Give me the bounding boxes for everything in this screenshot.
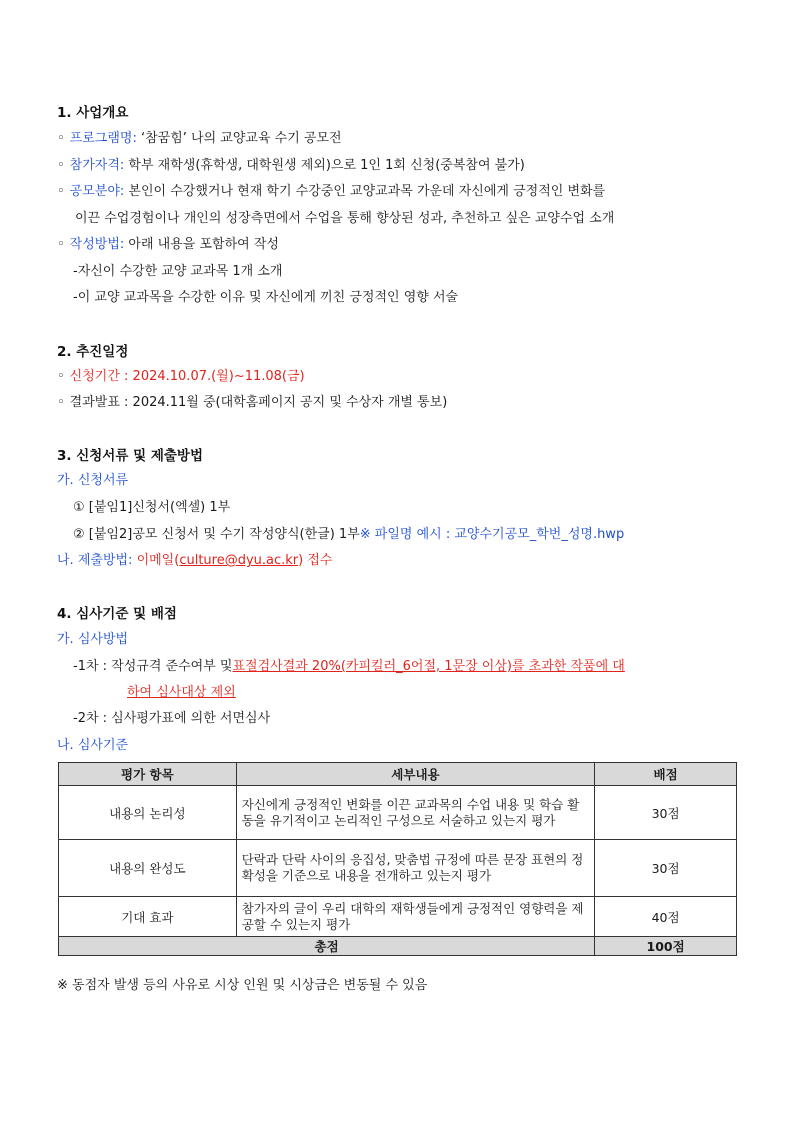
field-label: 공모분야: [69, 184, 125, 199]
row-score: 30점 [595, 786, 737, 840]
apply-period: 신청기간 : 2024.10.07.(월)~11.08(금) [69, 369, 305, 384]
header-item: 평가 항목 [59, 763, 237, 786]
table-total-row [59, 937, 737, 956]
eligibility-label: 참가자격: [69, 158, 125, 173]
total-score: 100점 [595, 937, 737, 956]
method-item-2: -이 교양 교과목을 수강한 이유 및 자신에게 끼친 긍정적인 영향 서술 [73, 290, 459, 305]
filename-example-note: ※ 파일명 예시 : 교양수기공모_학번_성명.hwp [359, 527, 625, 542]
row-item: 내용의 완성도 [59, 840, 237, 897]
table-row [59, 840, 737, 897]
scoring-table [58, 762, 737, 956]
table-row [59, 897, 737, 937]
header-score: 배점 [595, 763, 737, 786]
row-detail: 자신에게 긍정적인 변화를 이끈 교과목의 수업 내용 및 학습 활동을 유기적이고 논리적인 구성으로 서술하고 있는지 평가 [236, 786, 594, 840]
program-name-line: ◦ 프로그램명: ‘참꿈힘’ 나의 교양교육 수기 공모전 [57, 131, 342, 146]
header-detail: 세부내용 [236, 763, 594, 786]
document-item-1: ① [붙임1]신청서(엑셀) 1부 [73, 500, 231, 515]
section-title-schedule: 2. 추진일정 [57, 344, 129, 360]
program-name-label: 프로그램명: [69, 131, 137, 146]
row-detail: 참가자의 글이 우리 대학의 재학생들에게 긍정적인 영향력을 제공할 수 있는지 평가 [236, 897, 594, 937]
round1-line-2 [127, 681, 236, 700]
email-link[interactable]: culture@dyu.ac.kr [179, 553, 299, 568]
section-title-criteria: 4. 심사기준 및 배점 [57, 606, 177, 622]
row-score: 30점 [595, 840, 737, 897]
method-value: 아래 내용을 포함하여 작성 [124, 237, 279, 252]
table-header-row [59, 763, 737, 786]
method-item-1: -자신이 수강한 교양 교과목 1개 소개 [73, 264, 283, 279]
document-item-2-line [73, 523, 624, 542]
section-title-documents: 3. 신청서류 및 제출방법 [57, 448, 203, 464]
program-name-value: ‘참꿈힘’ 나의 교양교육 수기 공모전 [136, 131, 342, 146]
round1-text: -1차 : 작성규격 준수여부 및 [73, 659, 233, 674]
section-title-overview: 1. 사업개요 [57, 105, 129, 121]
eligibility-value: 학부 재학생(휴학생, 대학원생 제외)으로 1인 1회 신청(중복참여 불가) [124, 158, 525, 173]
review-method-subheading: 가. 심사방법 [57, 632, 129, 647]
row-detail: 단락과 단락 사이의 응집성, 맞춤법 규정에 따른 문장 표현의 정확성을 기준으로 내용을 전개하고 있는지 평가 [236, 840, 594, 897]
field-value-1: 본인이 수강했거나 현재 학기 수강중인 교양교과목 가운데 자신에게 긍정적인 변화를 [124, 184, 606, 199]
submit-method-line: 나. 제출방법: 이메일(culture@dyu.ac.kr) 접수 [57, 553, 333, 568]
row-item: 기대 효과 [59, 897, 237, 937]
field-line: ◦ 공모분야: 본인이 수강했거나 현재 학기 수강중인 교양교과목 가운데 자신에게 긍정적인 변화를 [57, 184, 606, 199]
eligibility-line: ◦ 참가자격: 학부 재학생(휴학생, 대학원생 제외)으로 1인 1회 신청(중복참여 불가) [57, 158, 525, 173]
result-line: ◦ 결과발표 : 2024.11월 중(대학홈페이지 공지 및 수상자 개별 통보) [57, 395, 448, 410]
footnote: ※ 동점자 발생 등의 사유로 시상 인원 및 시상금은 변동될 수 있음 [57, 978, 428, 993]
round2-line: -2차 : 심사평가표에 의한 서면심사 [73, 711, 271, 726]
method-label: 작성방법: [69, 237, 125, 252]
plagiarism-rule-2: 하여 심사대상 제외 [127, 685, 236, 700]
criteria-subheading: 나. 심사기준 [57, 738, 129, 753]
apply-period-line: ◦ 신청기간 : 2024.10.07.(월)~11.08(금) [57, 369, 305, 384]
row-score: 40점 [595, 897, 737, 937]
document-item-2: ② [붙임2]공모 신청서 및 수기 작성양식(한글) 1부 [73, 527, 360, 542]
documents-subheading: 가. 신청서류 [57, 473, 129, 488]
table-row [59, 786, 737, 840]
method-line: ◦ 작성방법: 아래 내용을 포함하여 작성 [57, 237, 279, 252]
round1-line [73, 655, 625, 674]
row-item: 내용의 논리성 [59, 786, 237, 840]
submit-method-label: 나. 제출방법: [57, 553, 133, 568]
plagiarism-rule-1: 표절검사결과 20%(카피킬러_6어절, 1문장 이상)를 초과한 작품에 대 [232, 659, 625, 674]
result-announcement: 결과발표 : 2024.11월 중(대학홈페이지 공지 및 수상자 개별 통보) [69, 395, 448, 410]
total-label: 총점 [59, 937, 595, 956]
field-value-2: 이끈 수업경험이나 개인의 성장측면에서 수업을 통해 향상된 성과, 추천하고 싶은 교양수업 소개 [75, 211, 615, 226]
